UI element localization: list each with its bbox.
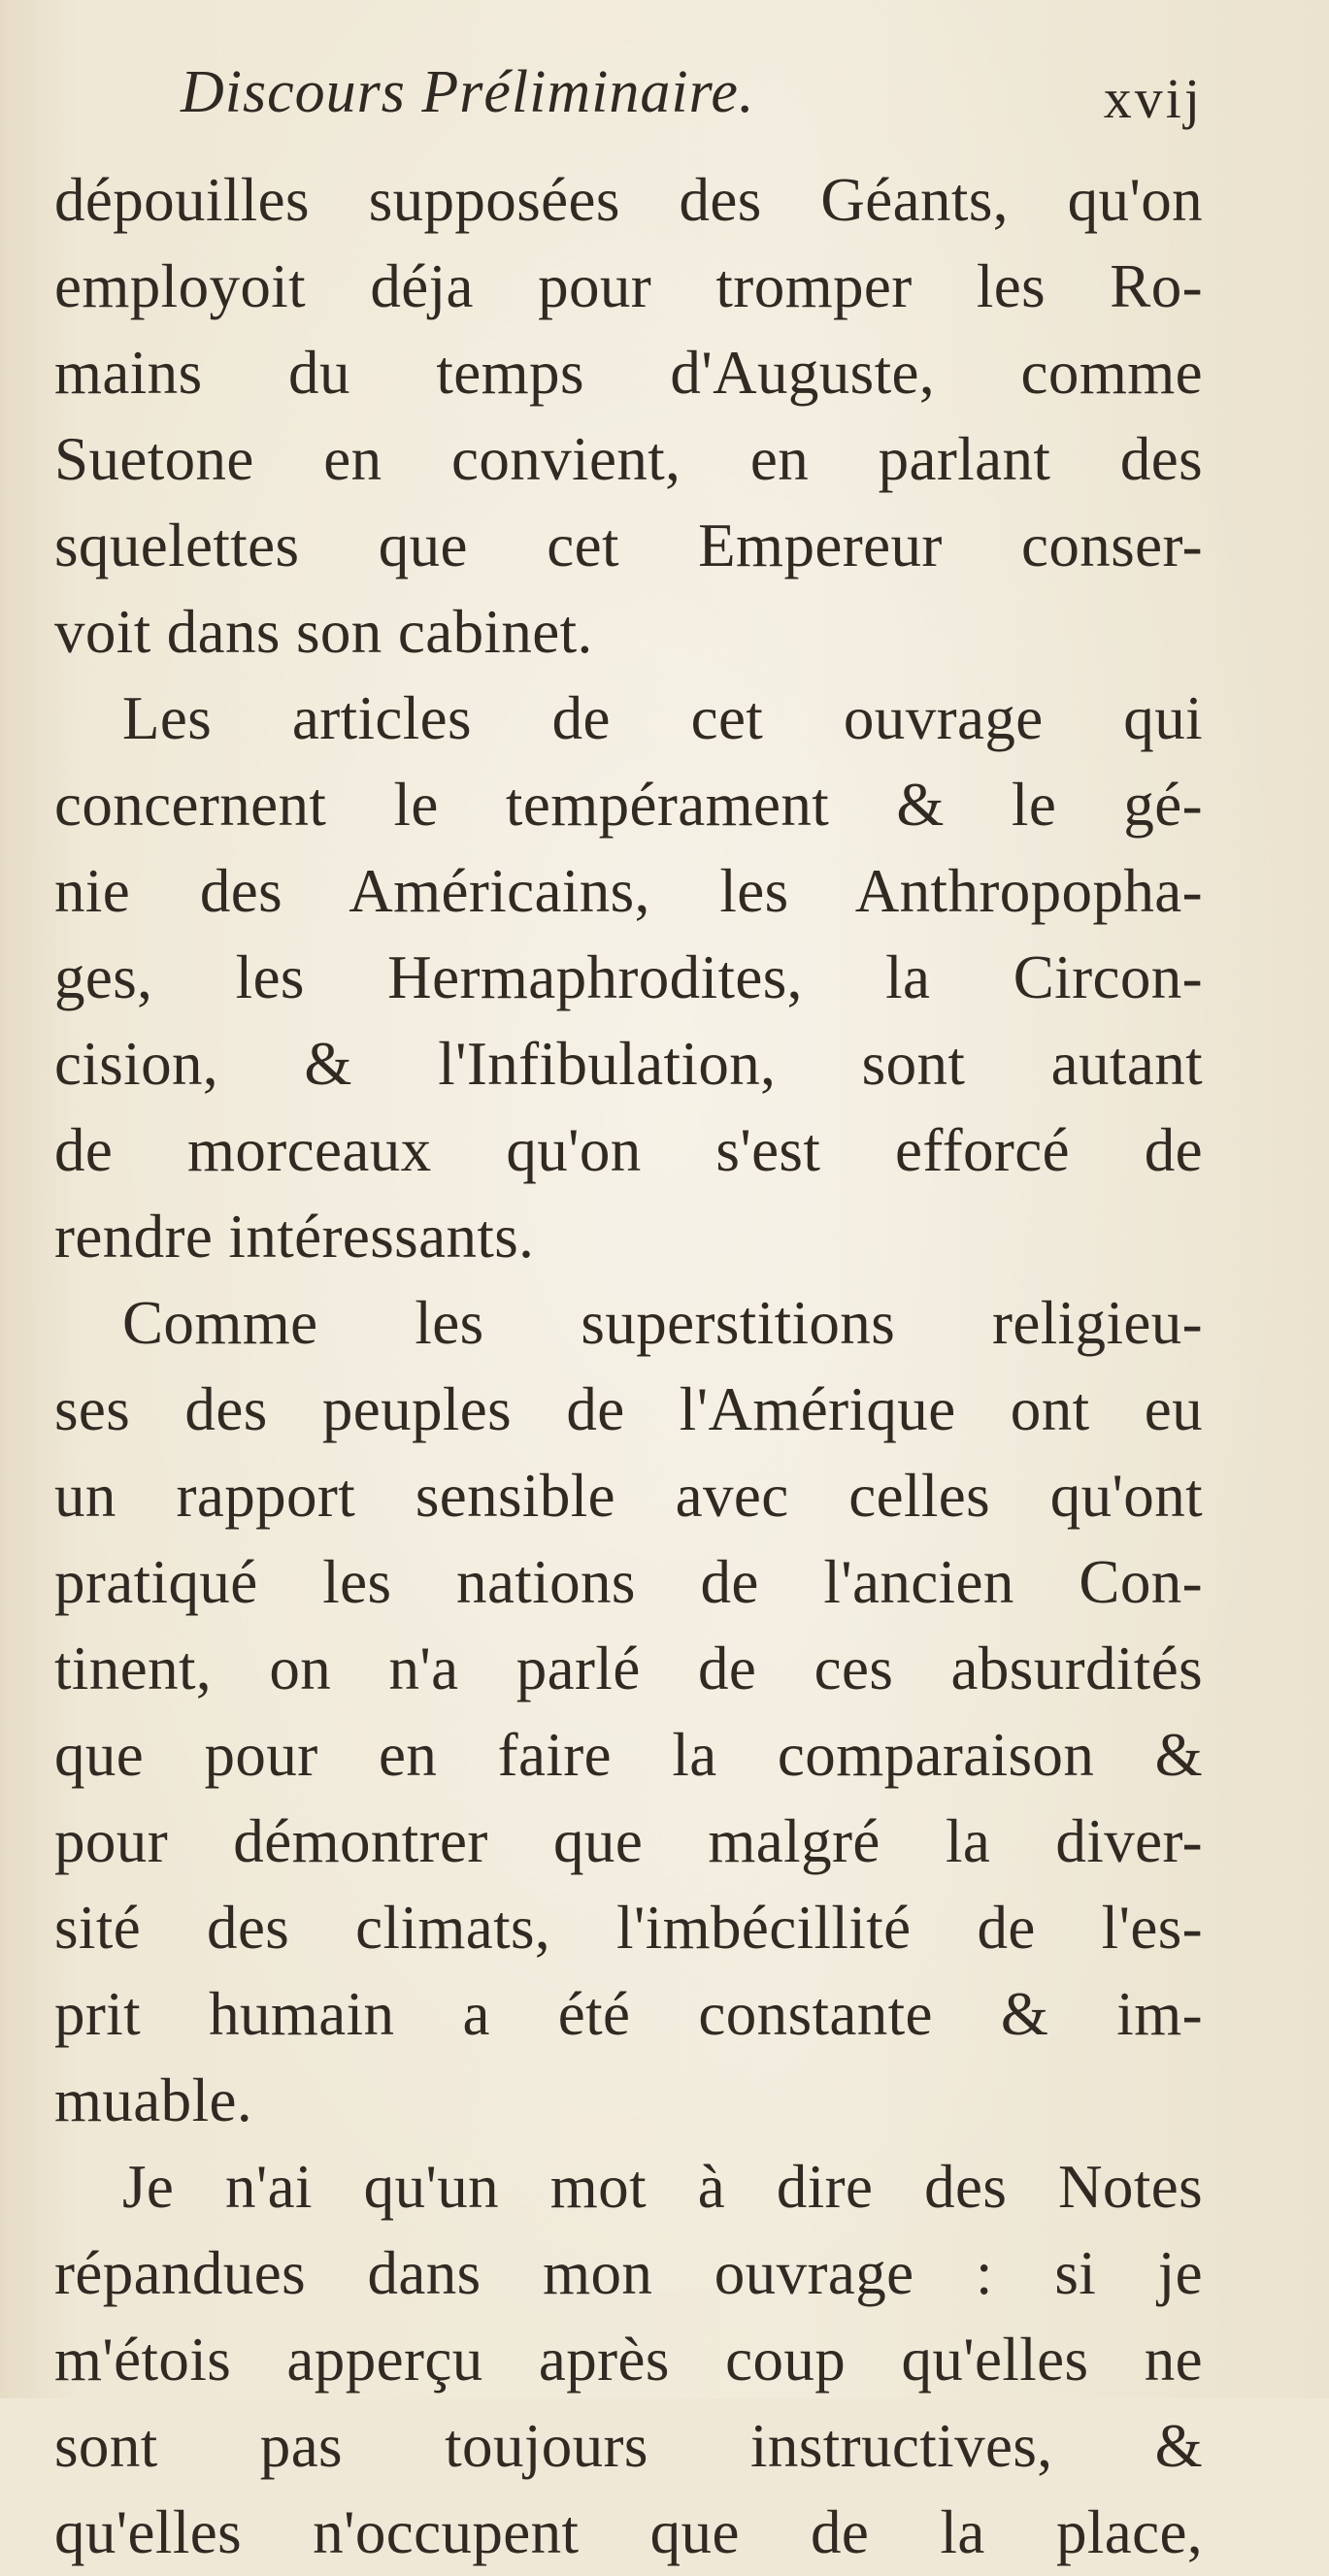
text-line: Je n'ai qu'un mot à dire des Notes <box>122 2153 1203 2221</box>
text-line: rendre intéressants. <box>54 1203 535 1271</box>
text-line: de morceaux qu'on s'est efforcé de <box>54 1116 1203 1184</box>
text-line: employoit déja pour tromper les Ro- <box>54 252 1203 320</box>
page-header <box>54 58 1203 148</box>
text-line: mains du temps d'Auguste, comme <box>54 339 1203 407</box>
text-line: qu'elles n'occupent que de la place, <box>54 2498 1203 2566</box>
text-line: que pour en faire la comparaison & <box>54 1721 1203 1789</box>
text-line: ses des peuples de l'Amérique ont eu <box>54 1375 1203 1443</box>
text-line: prit humain a été constante & im- <box>54 1980 1203 2048</box>
text-line: pour démontrer que malgré la diver- <box>54 1807 1203 1875</box>
text-line: cision, & l'Infibulation, sont autant <box>54 1030 1203 1098</box>
text-line: Suetone en convient, en parlant des <box>54 425 1203 493</box>
text-line: ges, les Hermaphrodites, la Circon- <box>54 943 1203 1011</box>
text-line: répandues dans mon ouvrage : si je <box>54 2239 1203 2307</box>
page-number: xvij <box>1103 67 1203 130</box>
text-line: Les articles de cet ouvrage qui <box>122 684 1203 752</box>
text-line: voit dans son cabinet. <box>54 598 593 666</box>
text-line: sité des climats, l'imbécillité de l'es- <box>54 1894 1203 1962</box>
text-line: un rapport sensible avec celles qu'ont <box>54 1462 1203 1530</box>
running-title: Discours Préliminaire. <box>181 59 755 125</box>
text-line: dépouilles supposées des Géants, qu'on <box>54 166 1203 234</box>
text-line: squelettes que cet Empereur conser- <box>54 512 1203 579</box>
body-text <box>54 157 1203 2576</box>
text-line: nie des Américains, les Anthropopha- <box>54 857 1203 925</box>
text-line: Comme les superstitions religieu- <box>122 1289 1203 1357</box>
text-line: m'étois apperçu après coup qu'elles ne <box>54 2326 1203 2394</box>
text-line: concernent le tempérament & le gé- <box>54 771 1203 839</box>
text-line: muable. <box>54 2066 252 2134</box>
show-through-shadow <box>29 2281 437 2339</box>
text-line: pratiqué les nations de l'ancien Con- <box>54 1548 1203 1616</box>
text-line: tinent, on n'a parlé de ces absurdités <box>54 1635 1203 1702</box>
text-line: sont pas toujours instructives, & <box>54 2412 1203 2480</box>
